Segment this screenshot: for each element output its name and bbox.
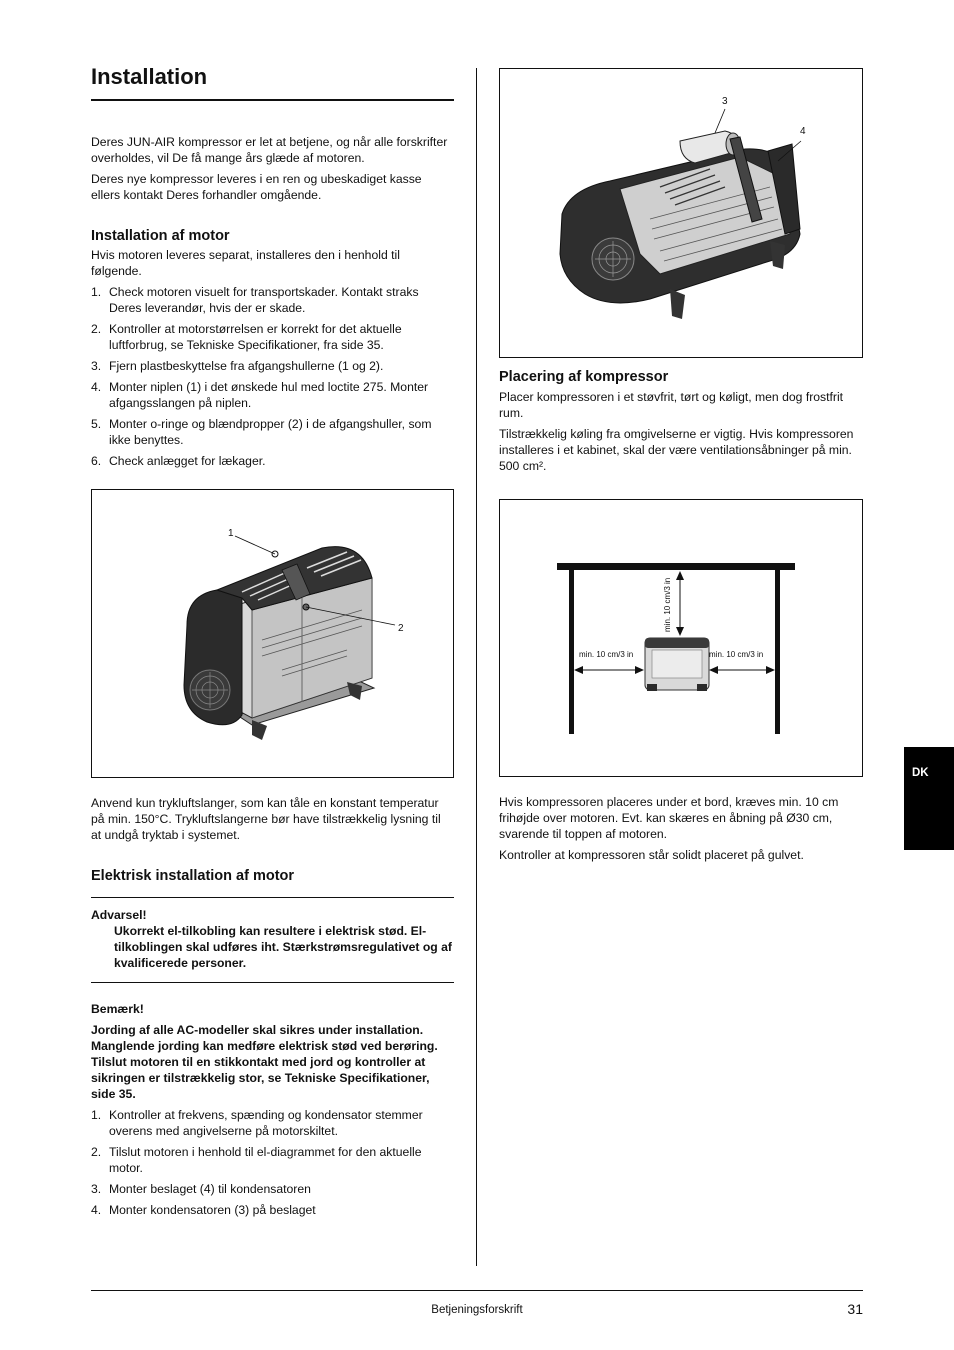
intro-text	[91, 134, 453, 208]
section-heading-placement: Placering af kompressor	[499, 369, 669, 385]
column-divider	[476, 68, 477, 1266]
list-item: 3. Monter beslaget (4) til kondensatoren	[91, 1182, 311, 1196]
intro-paragraph: Deres nye kompressor leveres i en ren og ubeskadiget kasse ellers kontakt Deres forhandler omgående.	[91, 172, 422, 202]
footer-title: Betjeningsforskrift	[431, 1304, 523, 1316]
section-heading-motor: Installation af motor	[91, 228, 230, 244]
warning-bottom-rule	[91, 982, 454, 983]
clearance-label-top: min. 10 cm/3 in	[663, 577, 672, 632]
electrical-steps-list	[91, 1107, 453, 1218]
list-item: 1. Kontroller at frekvens, spænding og kondensator stemmer overens med angivelserne på motorskiltet.	[91, 1108, 423, 1138]
compressor-figure-capacitor	[499, 68, 863, 358]
note-title: Bemærk!	[91, 1002, 144, 1016]
warning-title: Advarsel!	[91, 908, 147, 922]
compressor-figure-outlets	[91, 489, 454, 778]
list-item: 5. Monter o-ringe og blændpropper (2) i de afgangshuller, som ikke benyttes.	[91, 417, 432, 447]
motor-section	[91, 247, 453, 474]
callout-label: 4	[800, 126, 806, 137]
list-item: 1. Check motoren visuelt for transportskader. Kontakt straks Deres leverandør, hvis der er skade.	[91, 285, 419, 315]
language-tab-label: DK	[912, 767, 929, 779]
clearance-label-left: min. 10 cm/3 in	[579, 650, 634, 659]
list-item: 6. Check anlægget for lækager.	[91, 454, 266, 468]
language-tab	[904, 747, 954, 850]
section-heading-electrical: Elektrisk installation af motor	[91, 868, 295, 884]
intro-paragraph: Deres JUN-AIR kompressor er let at betjene, og når alle forskrifter overholdes, vil De få mange års glæde af motoren.	[91, 135, 448, 165]
warning-text: Ukorrekt el-tilkobling kan resultere i elektrisk stød. El-tilkoblingen skal udføres iht. Stærkstrømsregulativet og af kvalificerede personer.	[114, 924, 452, 970]
note-text: Jording af alle AC-modeller skal sikres under installation. Manglende jording kan medføre elektrisk stød ved berøring. Tilslut motoren til en stikkontakt med jord og kontroller at sikringen er tilstrækkelig stor, se Tekniske Specifikationer, side 35.	[91, 1023, 438, 1101]
clearance-label-right: min. 10 cm/3 in	[709, 650, 764, 659]
clearance-figure	[499, 499, 863, 777]
motor-steps-list	[91, 284, 453, 469]
page-number: 31	[847, 1301, 863, 1317]
clearance-diagram	[500, 500, 862, 776]
note-box	[91, 1001, 457, 1223]
list-item: 4. Monter niplen (1) i det ønskede hul med loctite 275. Monter afgangsslangen på niplen.	[91, 380, 429, 410]
placement-text: Placer kompressoren i et støvfrit, tørt og køligt, men dog frostfrit rum. Tilstrækkelig køling fra omgivelserne er vigtig. Hvis kompressoren installeres i et kabinet, skal der være ventilationsåbninger på min. 500 cm².	[499, 390, 854, 473]
callout-label: 3	[722, 96, 728, 107]
list-item: 2. Tilslut motoren i henhold til el-diagrammet for den aktuelle motor.	[91, 1145, 422, 1175]
list-item: 4. Monter kondensatoren (3) på beslaget	[91, 1203, 316, 1217]
footer-rule	[91, 1290, 863, 1291]
hose-text: Anvend kun trykluftslanger, som kan tåle en konstant temperatur på min. 150°C. Trykluftslangerne bør have tilstrækkelig lysning til at undgå tryktab i systemet.	[91, 796, 441, 842]
callout-label: 1	[228, 528, 234, 539]
callout-label: 2	[398, 623, 404, 634]
page-title: Installation	[91, 64, 208, 89]
warning-box	[91, 907, 454, 971]
table-placement-text: Hvis kompressoren placeres under et bord, kræves min. 10 cm frihøjde over motoren. Evt. kan skæres en åbning på Ø30 cm, svarende til toppen af motoren. Kontroller at kompressoren står solidt placeret på gulvet.	[499, 795, 839, 862]
list-item: 2. Kontroller at motorstørrelsen er korrekt for det aktuelle luftforbrug, se Tekniske Specifikationer, fra side 35.	[91, 322, 402, 352]
title-rule	[91, 99, 454, 101]
compressor-capacitor-illustration	[500, 69, 862, 357]
motor-intro: Hvis motoren leveres separat, installeres den i henhold til følgende.	[91, 248, 400, 278]
list-item: 3. Fjern plastbeskyttelse fra afgangshullerne (1 og 2).	[91, 359, 384, 373]
warning-top-rule	[91, 897, 454, 898]
